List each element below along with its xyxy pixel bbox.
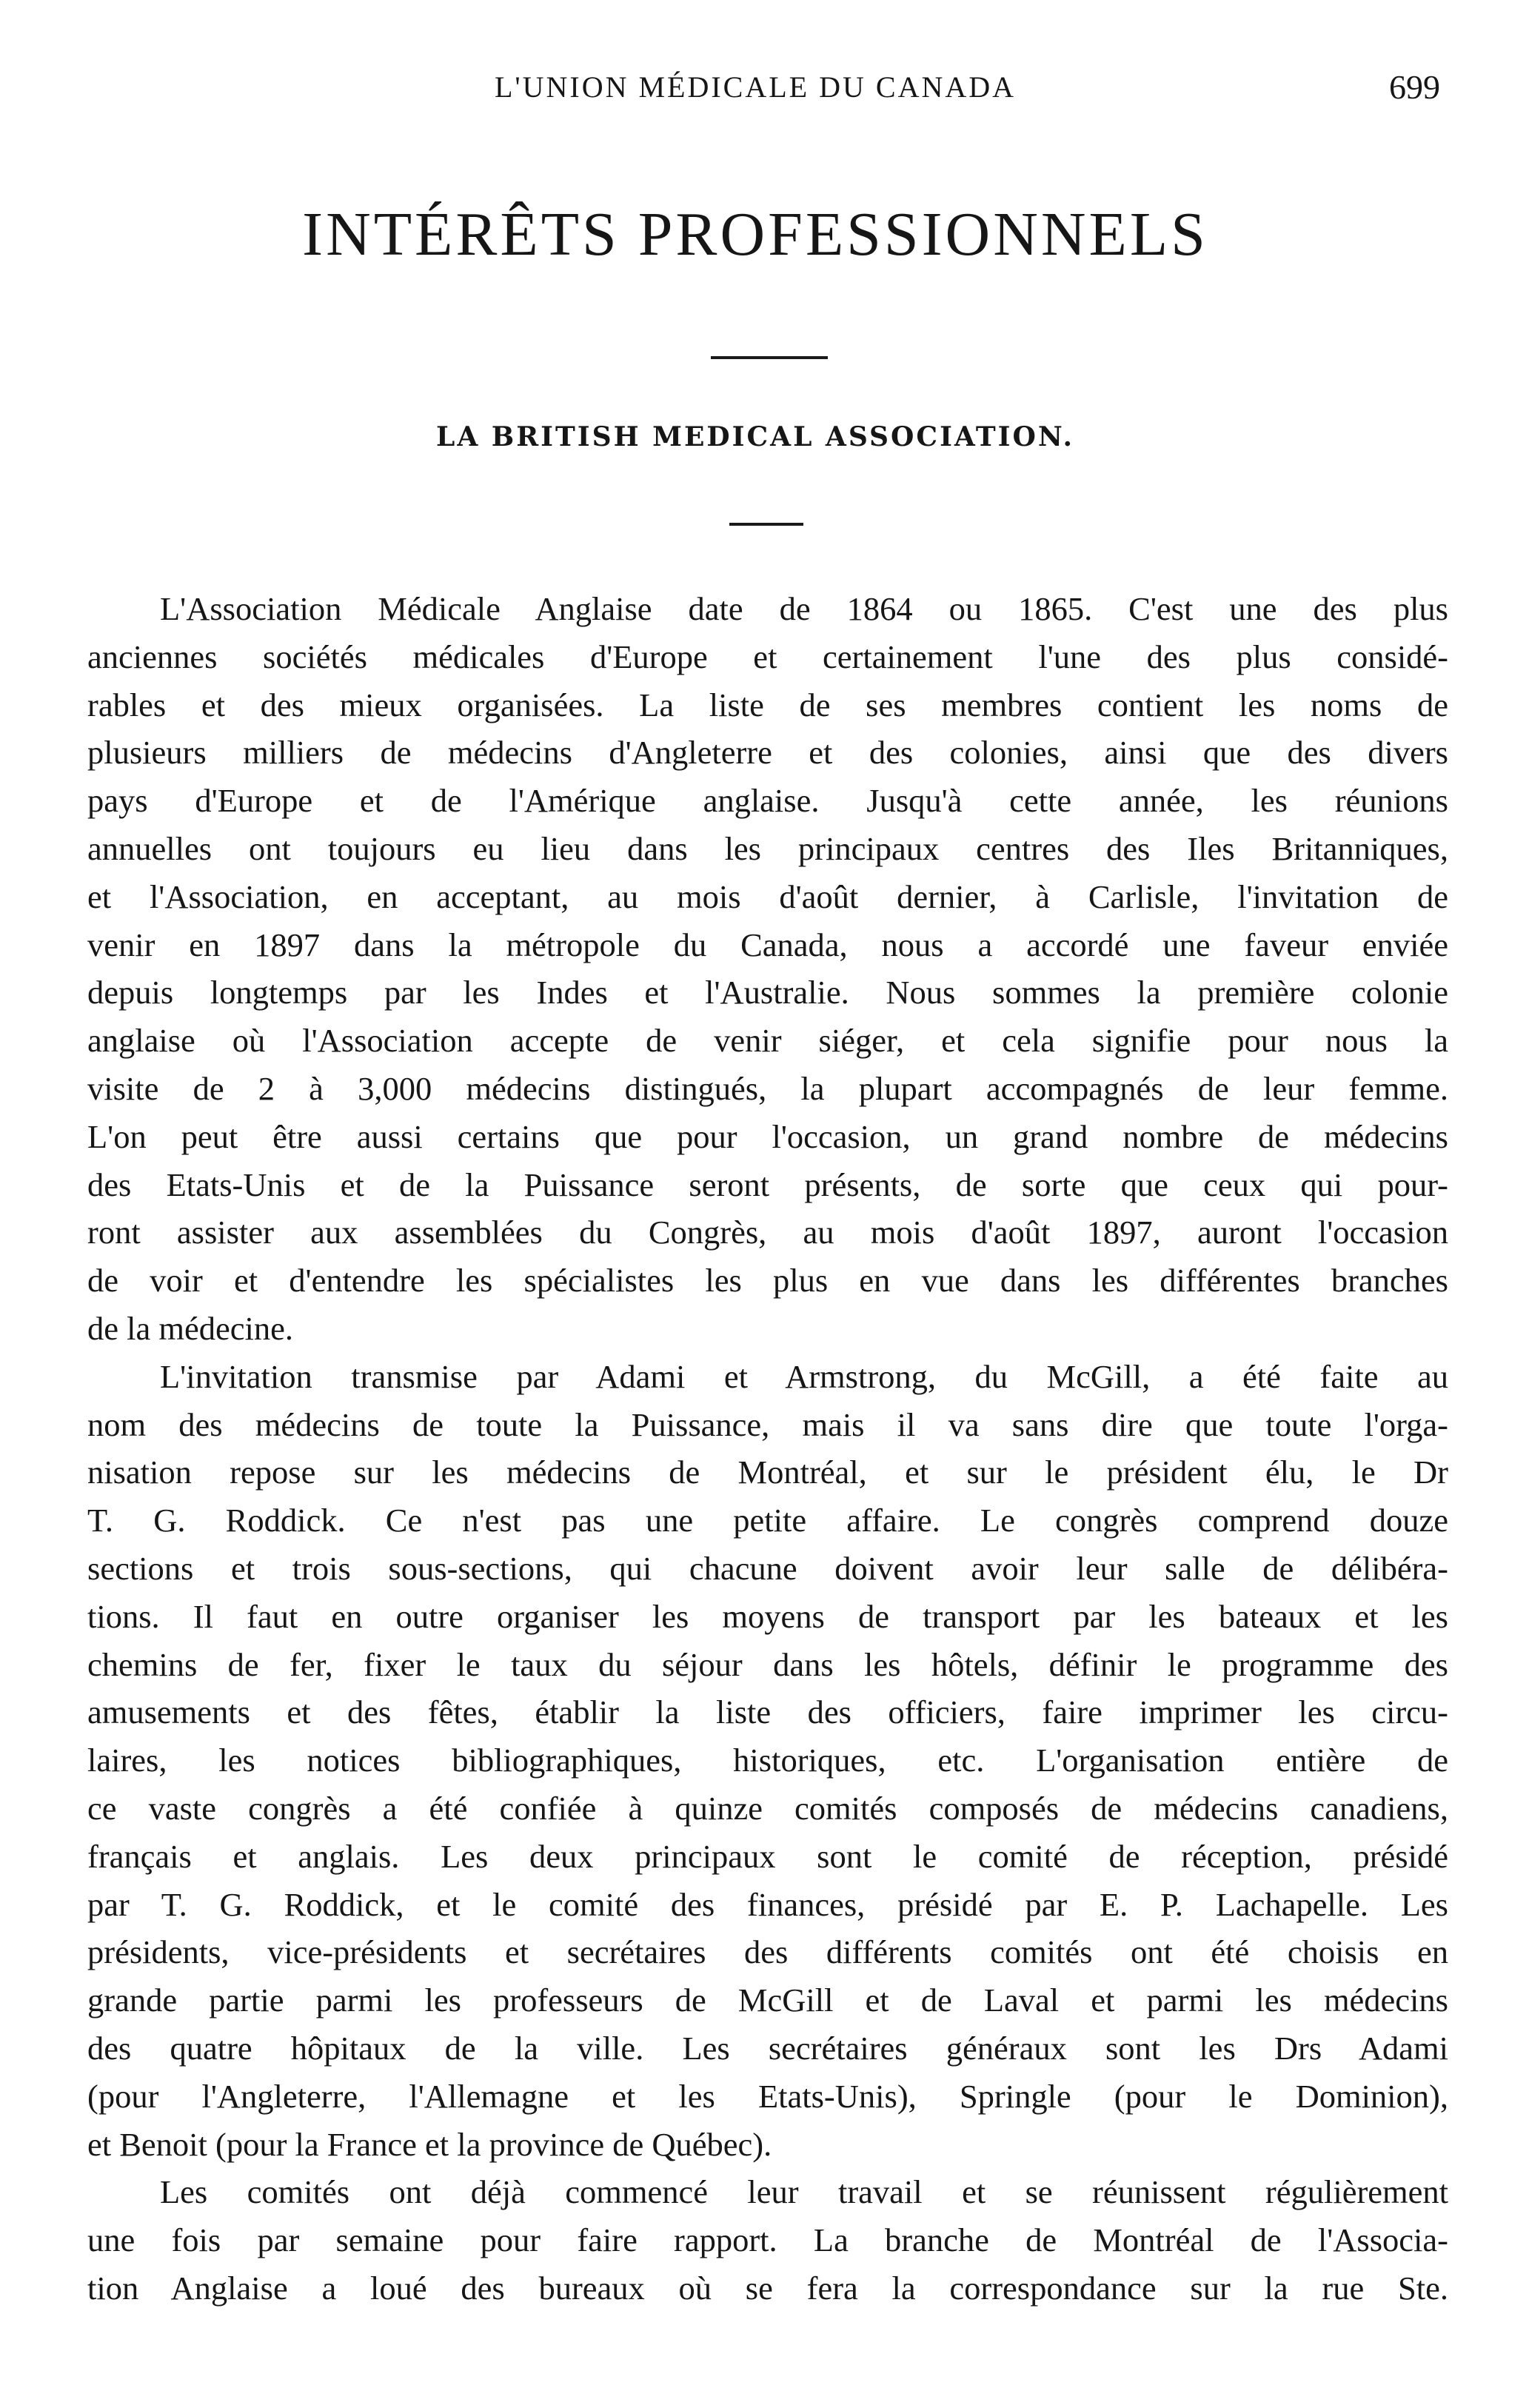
text-line: tion Anglaise a loué des bureaux où se fera la correspondance sur la rue Ste. [87, 2269, 1448, 2307]
text-line: tions. Il faut en outre organiser les moyens de transport par les bateaux et les [87, 1597, 1448, 1635]
text-line: ce vaste congrès a été confiée à quinze comités composés de médecins canadiens, [87, 1789, 1448, 1827]
text-line: Les comités ont déjà commencé leur travail et se réunissent régulièrement [160, 2173, 1448, 2211]
text-line: ront assister aux assemblées du Congrès, au mois d'août 1897, auront l'occasion [87, 1214, 1448, 1251]
text-line: grande partie parmi les professeurs de McGill et de Laval et parmi les médecins [87, 1981, 1448, 2019]
text-line: anglaise où l'Association accepte de venir siéger, et cela signifie pour nous la [87, 1022, 1448, 1060]
text-line: laires, les notices bibliographiques, historiques, etc. L'organisation entière de [87, 1742, 1448, 1779]
text-line: L'on peut être aussi certains que pour l'occasion, un grand nombre de médecins [87, 1117, 1448, 1155]
page-number: 699 [1389, 68, 1440, 106]
text-line: des quatre hôpitaux de la ville. Les secrétaires généraux sont les Drs Adami [87, 2029, 1448, 2067]
text-line: T. G. Roddick. Ce n'est pas une petite affaire. Le congrès comprend douze [87, 1502, 1448, 1539]
text-line: français et anglais. Les deux principaux sont le comité de réception, présidé [87, 1837, 1448, 1875]
text-line: visite de 2 à 3,000 médecins distingués, la plupart accompagnés de leur femme. [87, 1069, 1448, 1107]
text-line: sections et trois sous-sections, qui chacune doivent avoir leur salle de délibéra- [87, 1549, 1448, 1587]
text-line: et Benoit (pour la France et la province de Québec). [87, 2125, 772, 2163]
text-line: nisation repose sur les médecins de Montréal, et sur le président élu, le Dr [87, 1454, 1448, 1491]
text-line: venir en 1897 dans la métropole du Canada, nous a accordé une faveur enviée [87, 926, 1448, 963]
text-line: présidents, vice-présidents et secrétaires des différents comités ont été choisis en [87, 1933, 1448, 1971]
text-line: anciennes sociétés médicales d'Europe et certainement l'une des plus considé- [87, 638, 1448, 675]
subtitle-divider [729, 523, 803, 526]
text-line: nom des médecins de toute la Puissance, mais il va sans dire que toute l'orga- [87, 1405, 1448, 1443]
text-line: annuelles ont toujours eu lieu dans les principaux centres des Iles Britanniques, [87, 829, 1448, 867]
text-line: par T. G. Roddick, et le comité des finances, présidé par E. P. Lachapelle. Les [87, 1885, 1448, 1923]
text-line: L'invitation transmise par Adami et Armstrong, du McGill, a été faite au [160, 1357, 1448, 1395]
text-line: (pour l'Angleterre, l'Allemagne et les Etats-Unis), Springle (pour le Dominion), [87, 2077, 1448, 2115]
text-line: rables et des mieux organisées. La liste de ses membres contient les noms de [87, 686, 1448, 723]
section-title: INTÉRÊTS PROFESSIONNELS [302, 200, 1208, 269]
text-line: chemins de fer, fixer le taux du séjour dans les hôtels, définir le programme des [87, 1645, 1448, 1683]
text-line: une fois par semaine pour faire rapport. La branche de Montréal de l'Associa- [87, 2221, 1448, 2259]
text-line: plusieurs milliers de médecins d'Angleterre et des colonies, ainsi que des divers [87, 734, 1448, 772]
running-head [70, 65, 1440, 110]
text-line: et l'Association, en acceptant, au mois d'août dernier, à Carlisle, l'invitation de [87, 877, 1448, 915]
text-line: des Etats-Unis et de la Puissance seront présents, de sorte que ceux qui pour- [87, 1165, 1448, 1203]
article-body [87, 585, 1448, 2312]
text-line: de la médecine. [87, 1309, 293, 1347]
text-line: L'Association Médicale Anglaise date de 1864 ou 1865. C'est une des plus [160, 590, 1448, 627]
article-title: LA BRITISH MEDICAL ASSOCIATION. [436, 421, 1074, 452]
text-line: de voir et d'entendre les spécialistes les plus en vue dans les différentes branches [87, 1262, 1448, 1300]
running-title: L'UNION MÉDICALE DU CANADA [494, 70, 1017, 104]
text-line: depuis longtemps par les Indes et l'Australie. Nous sommes la première colonie [87, 974, 1448, 1011]
text-line: amusements et des fêtes, établir la liste des officiers, faire imprimer les circu- [87, 1693, 1448, 1731]
text-line: pays d'Europe et de l'Amérique anglaise. Jusqu'à cette année, les réunions [87, 782, 1448, 820]
title-divider [711, 356, 828, 359]
